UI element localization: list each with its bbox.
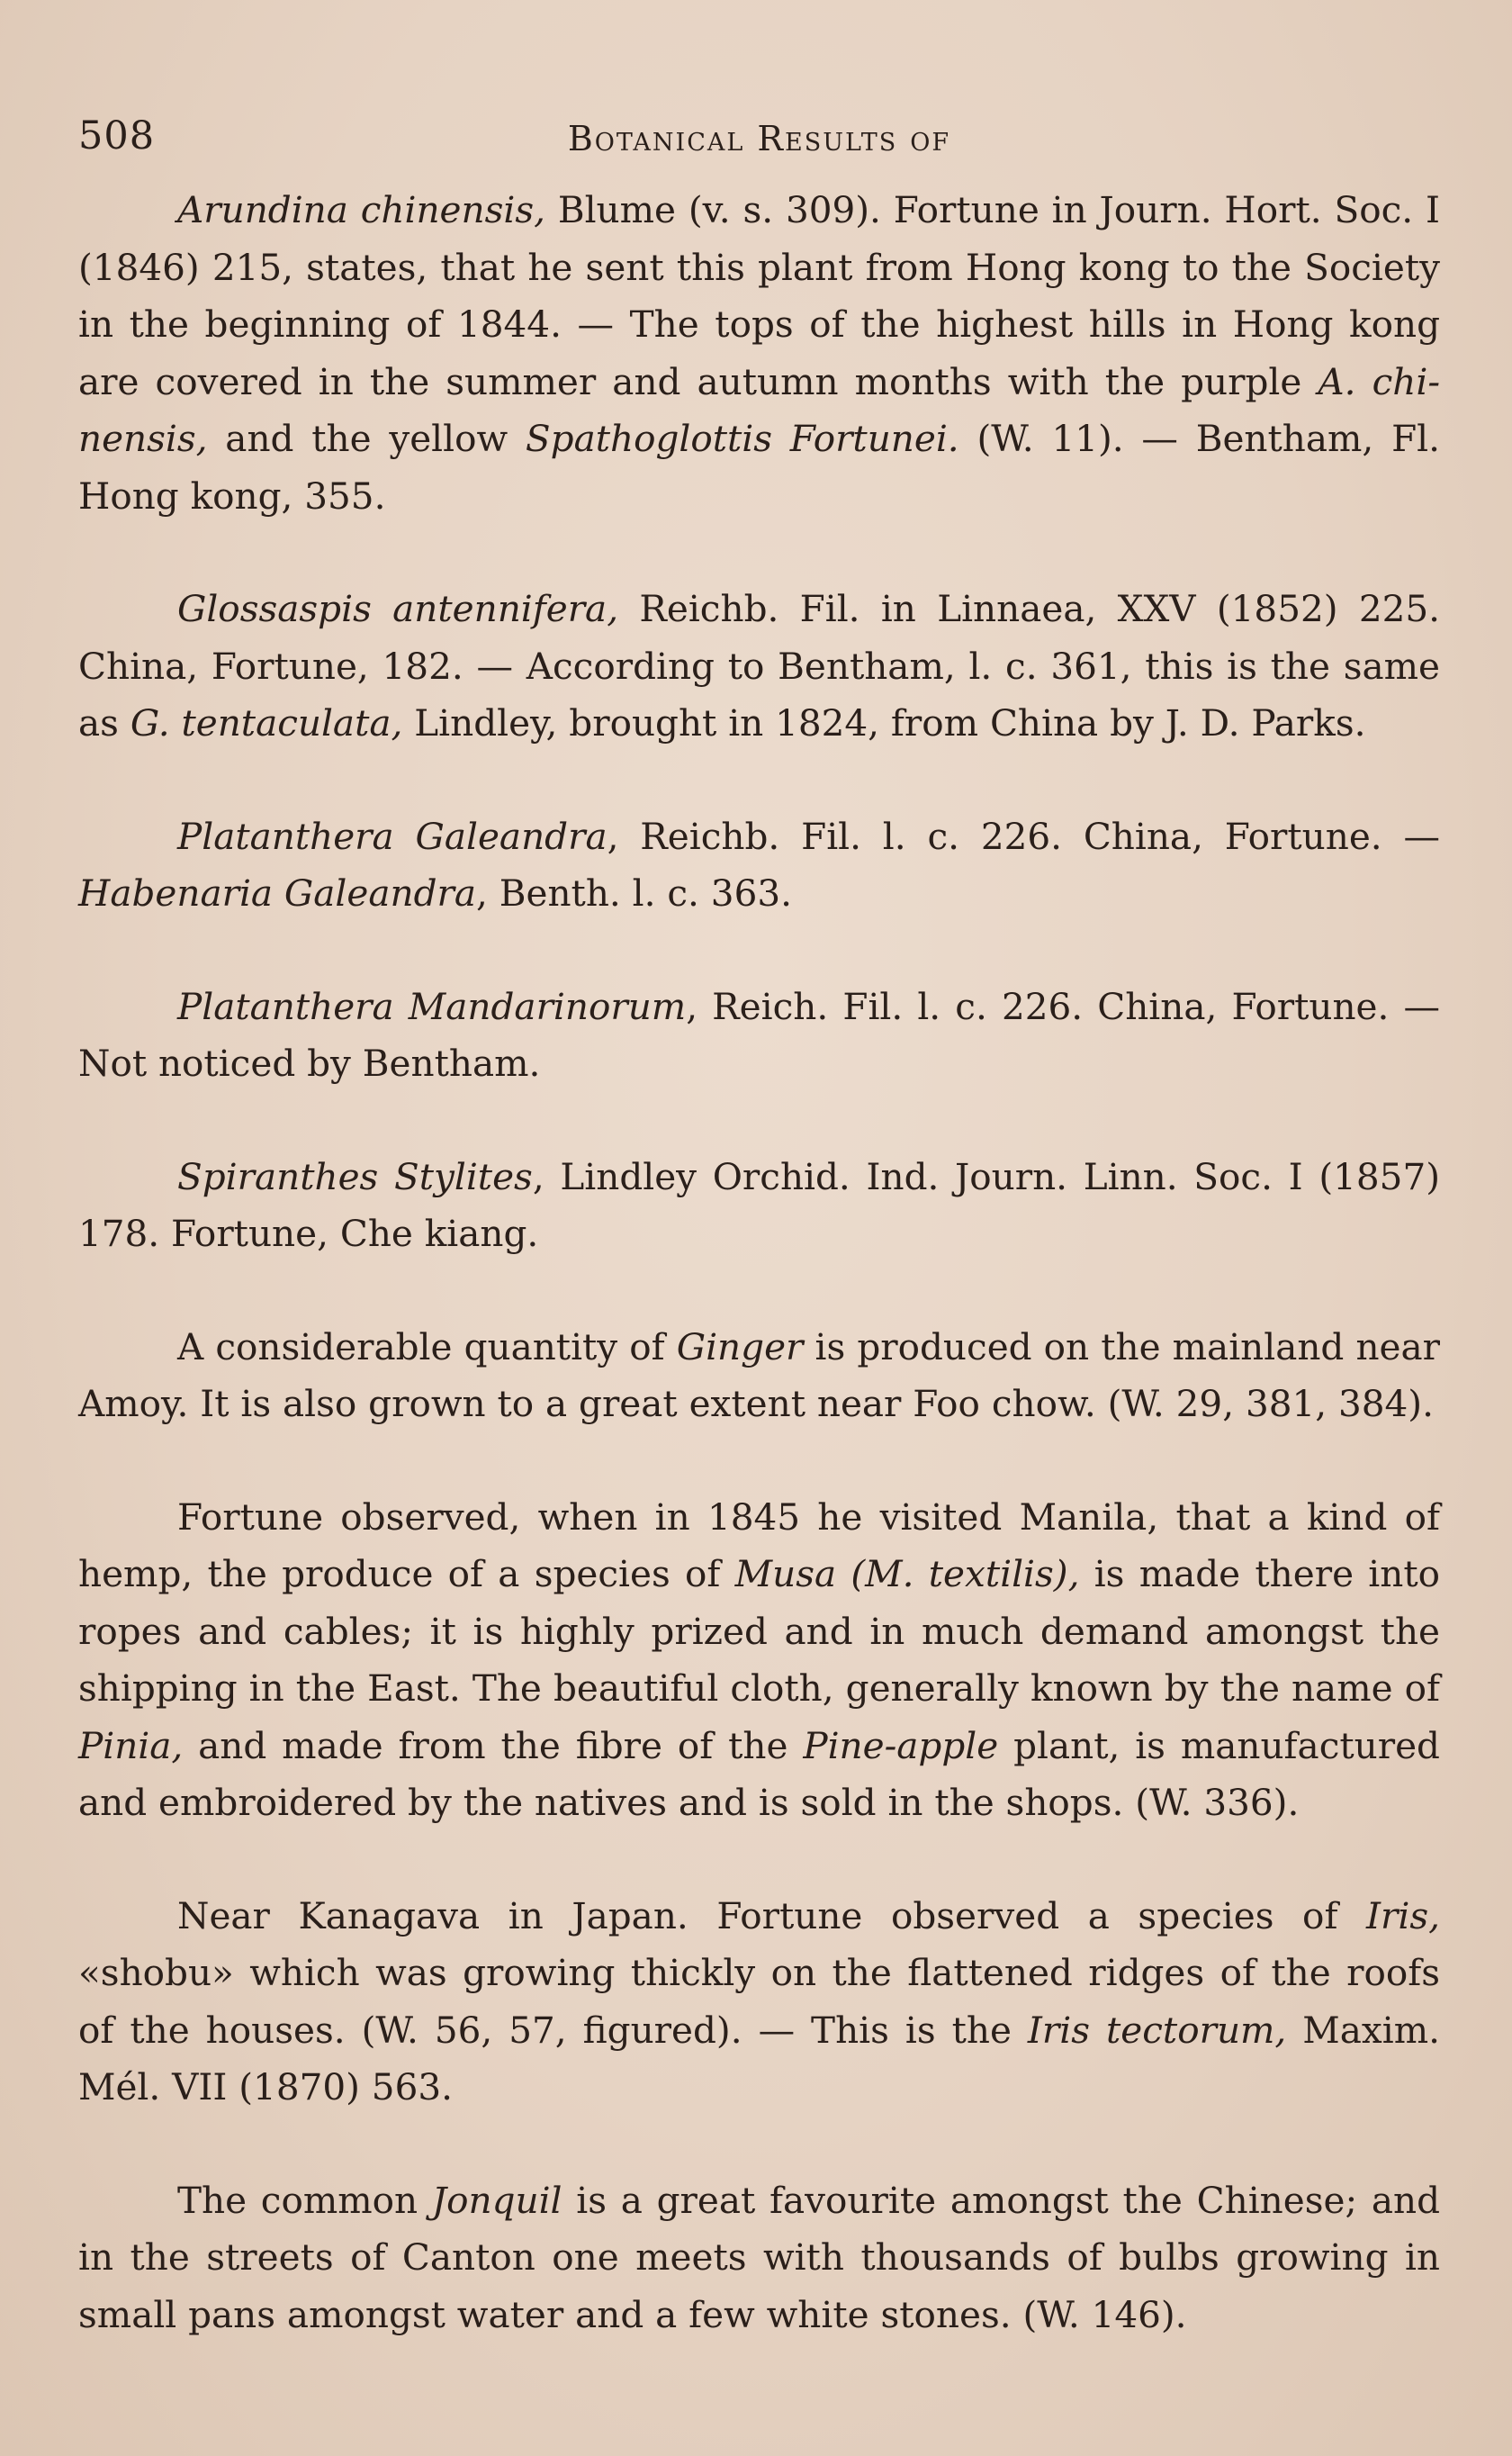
text-run: and made from the fibre of the [183,1723,804,1767]
running-title: Botanical Results of [567,119,951,158]
page-header [78,108,1440,171]
paragraph-jonquil [78,2172,1440,2344]
paragraph-platanthera-mandarinorum [78,979,1440,1093]
text-run: is a great favourite amongst the Chinese; and in the streets of Canton one meets with thousands of bulbs growing in small pans amongst water and a few white stones. (W. 146). [78,2178,1440,2336]
italic-text-run: Iris, [1366,1893,1440,1937]
italic-text-run: Pine-apple [803,1723,999,1767]
text-run: is produced on the mainland near Amoy. It is also grown to a great extent near Foo chow. (W. 29, 381, 384). [78,1324,1440,1425]
text-run: and the yellow [207,417,526,460]
italic-text-run: Spathoglottis Fortunei. [525,417,959,460]
text-run: The common [177,2178,432,2222]
paragraph-arundina [78,182,1440,525]
text-run: Blume (v. s. 309). Fortune in Journ. Hort. Soc. I (1846) 215, states, that he sent this plant from Hong kong to the Society in the beginning of 1844. — The tops of the highest hills in Hong kong are covered in the summer and autumn months with the purple [78,188,1440,403]
paragraph-spiranthes [78,1149,1440,1263]
italic-text-run: G. tentaculata, [130,701,403,745]
text-run: , Benth. l. c. 363. [476,871,792,915]
paragraph-ginger [78,1319,1440,1433]
text-run: Fortune observed, when in 1845 he visited Manila, that a kind of hemp, the produce of a species of [78,1494,1440,1595]
body-text [78,182,1440,2343]
italic-text-run: Musa (M. textilis), [734,1552,1080,1595]
text-run: , Lindley Orchid. Ind. Journ. Linn. Soc. I (1857) 178. Fortune, Che kiang. [78,1154,1441,1255]
text-run: A considerable quantity of [177,1324,677,1368]
italic-text-run: Arundina chinensis, [177,188,545,231]
italic-text-run: Pinia, [78,1723,184,1767]
text-run: , Reichb. Fil. l. c. 226. China, Fortune. — [607,814,1441,858]
text-run: Reichb. Fil. in Linnaea, XXV (1852) 225. China, Fortune, 182. — According to Bentham, l. c. 361, this is the same as [78,587,1441,745]
text-run: Maxim. Mél. VII (1870) 563. [78,2008,1440,2108]
italic-text-run: Platanthera Galeandra [177,814,608,858]
italic-text-run: Jonquil [431,2178,562,2222]
text-run: (W. 11). — Bentham, Fl. Hong kong, 355. [78,417,1440,518]
paragraph-glossaspis [78,581,1440,753]
text-run: is made there into ropes and cables; it is highly prized and in much demand amongst the shipping in the East. The beautiful cloth, generally known by the name of [78,1552,1440,1710]
paragraph-platanthera-galeandra [78,808,1440,923]
italic-text-run: Ginger [676,1324,804,1368]
paragraph-iris [78,1888,1440,2117]
book-page [78,108,1440,2343]
italic-text-run: Glossaspis antennifera, [177,587,619,630]
italic-text-run: Platanthera Mandarinorum [177,984,687,1028]
paragraph-musa [78,1489,1440,1832]
text-run: plant, is manufactured and embroidered by the natives and is sold in the shops. (W. 336). [78,1723,1440,1824]
text-run: , Reich. Fil. l. c. 226. China, Fortune. — Not noticed by Bentham. [78,984,1440,1085]
italic-text-run: Habenaria Galeandra [78,871,476,915]
page-number: 508 [78,113,156,158]
text-run: Near Kanagava in Japan. Fortune observed a species of [177,1893,1367,1937]
italic-text-run: Iris tectorum, [1027,2008,1287,2052]
italic-text-run: Spiranthes Stylites [177,1154,533,1198]
text-run: «shobu» which was growing thickly on the flattened ridges of the roofs of the houses. (W. 56, 57, figured). — This is the [78,1951,1440,2052]
italic-text-run: A. chinensis, [78,359,1440,460]
text-run: Lindley, brought in 1824, from China by J. D. Parks. [402,701,1366,745]
